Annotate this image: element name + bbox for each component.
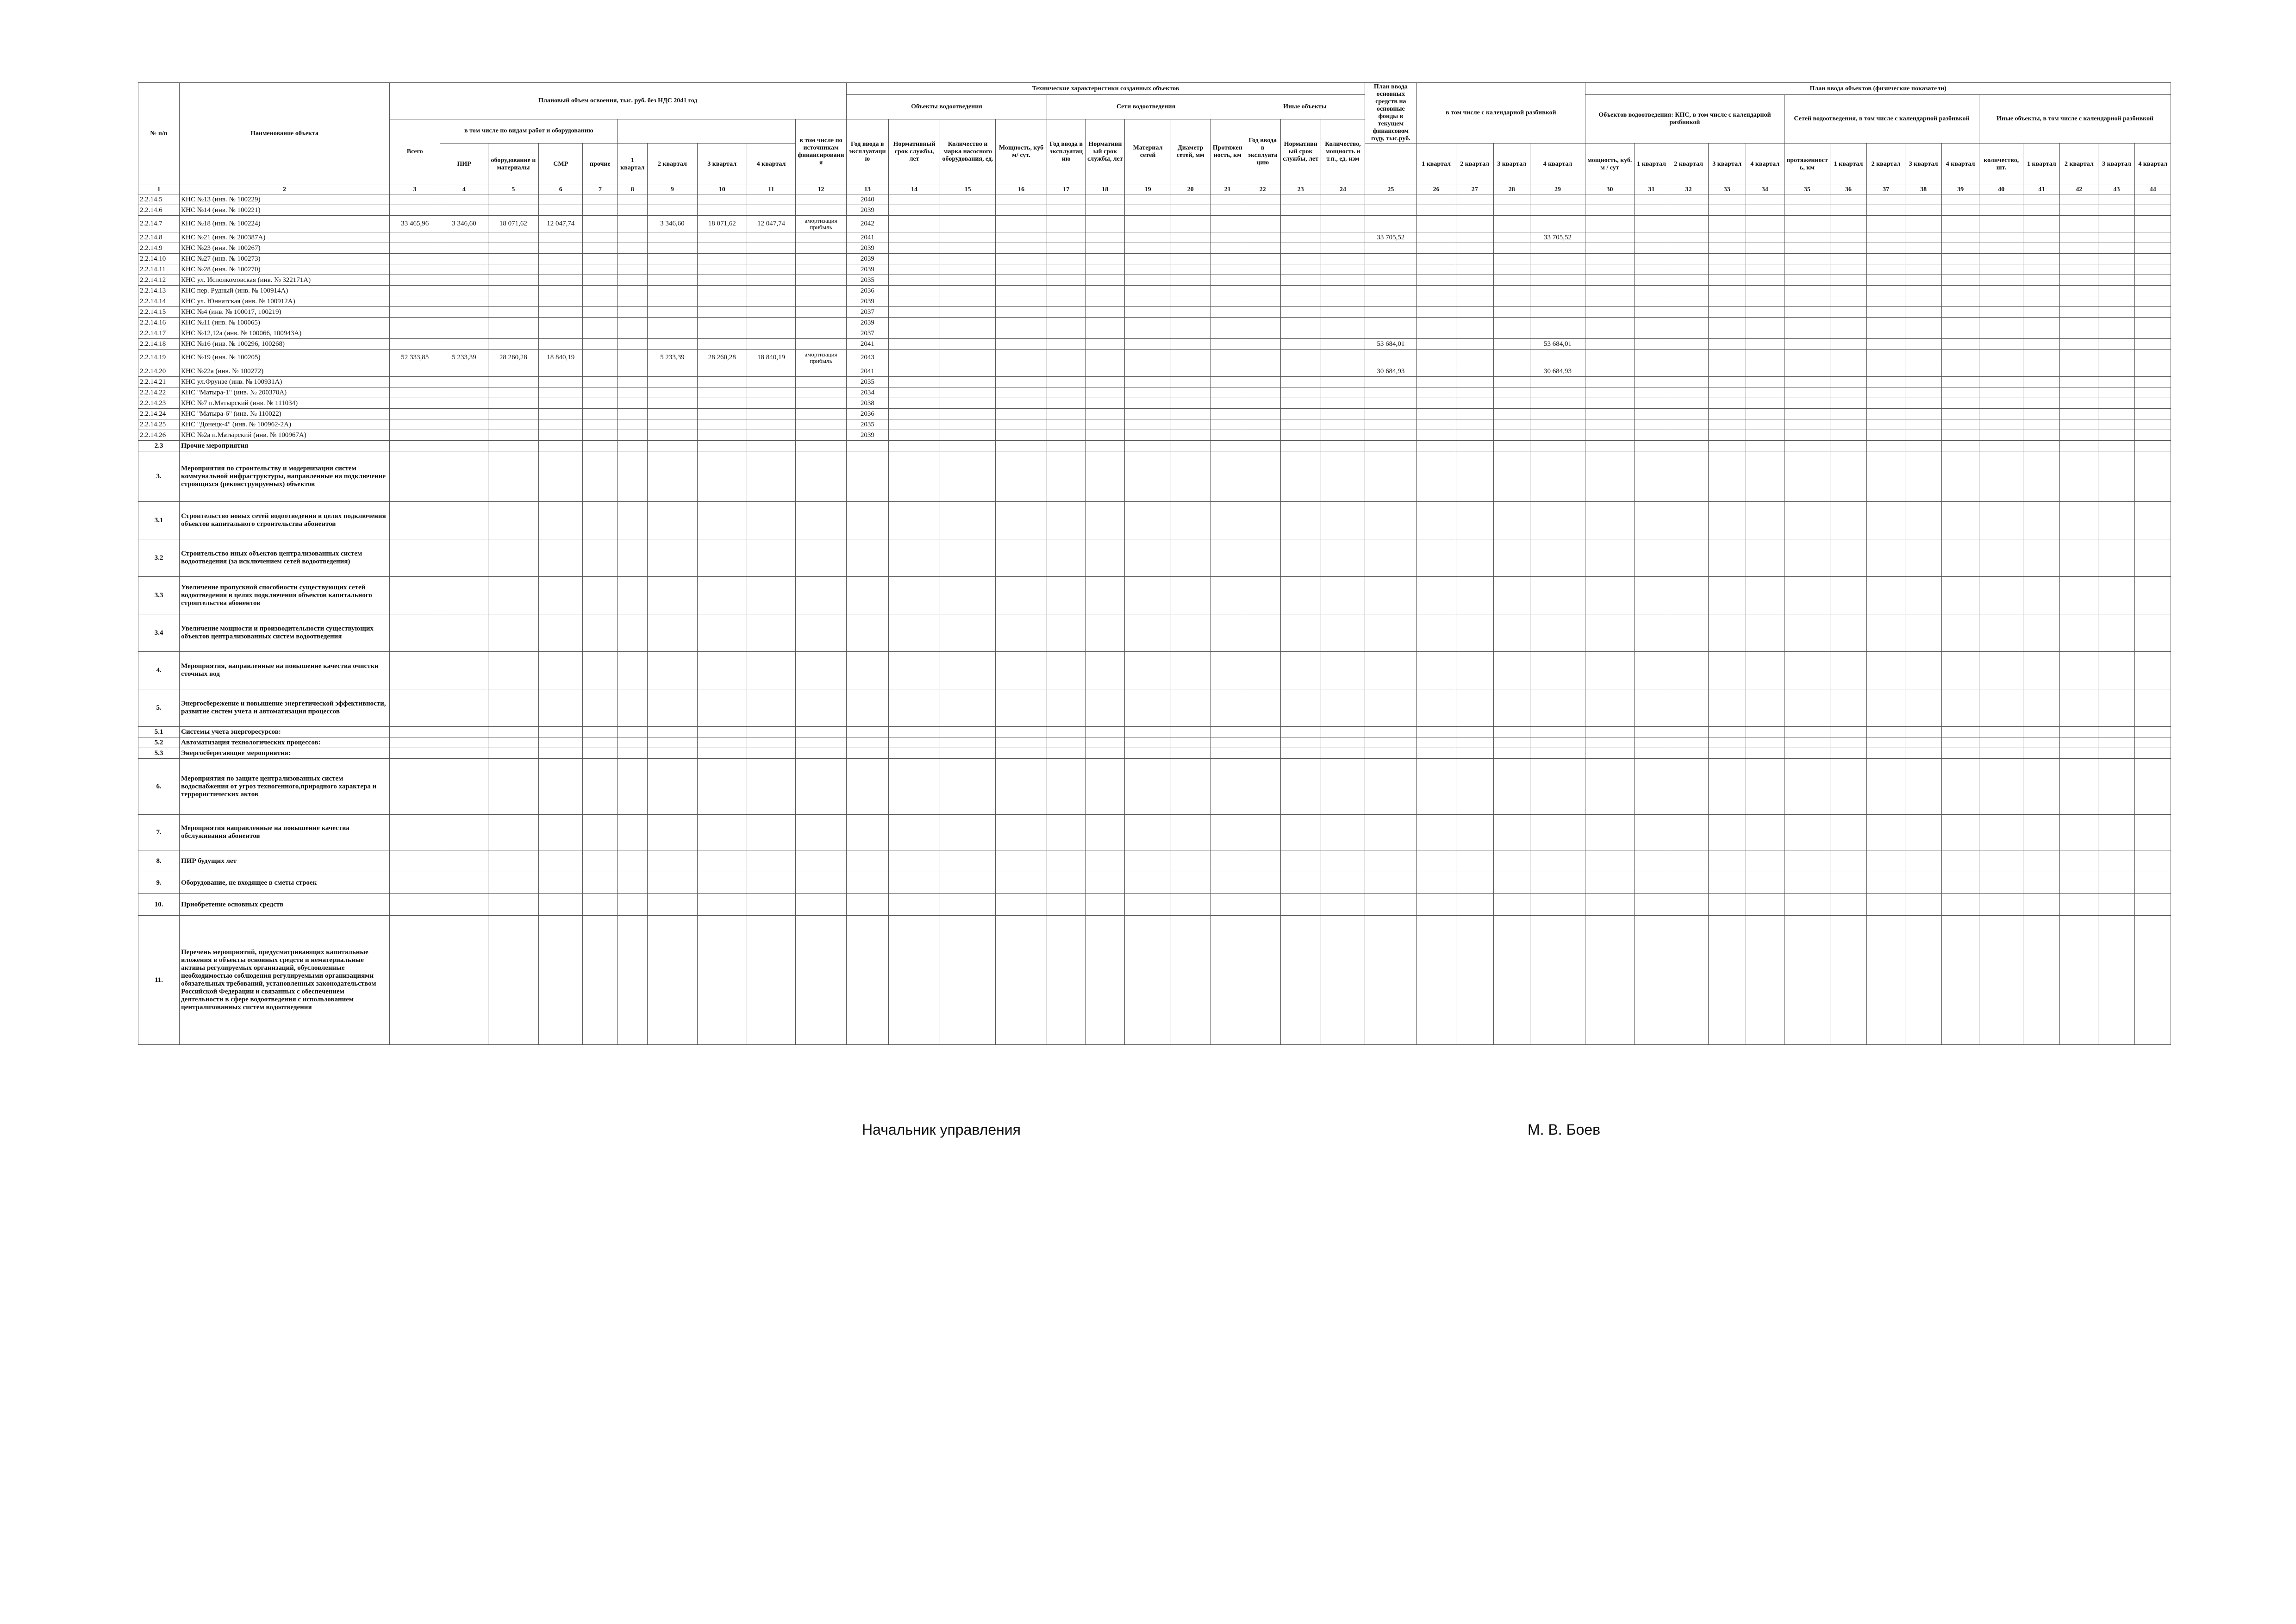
section-row <box>138 652 2171 689</box>
hdr-pc-q1: 1 квартал <box>2023 144 2060 185</box>
hdr-q3: 3 квартал <box>697 144 747 185</box>
hdr-p-capacity: мощность, куб. м / сут <box>1585 144 1634 185</box>
section-number: 3.1 <box>138 502 180 539</box>
table-row <box>138 205 2171 216</box>
cell-year: 2039 <box>846 254 888 264</box>
column-number: 3 <box>389 185 440 194</box>
hdr-other-objects: Иные объекты <box>1245 95 1365 119</box>
table-row <box>138 430 2171 441</box>
table-row <box>138 409 2171 419</box>
section-title: Увеличение мощности и производительности существующих объектов централизованных систем водоотведения <box>180 614 390 652</box>
cell-name: КНС ул. Юннатская (инв. № 100912А) <box>180 296 390 307</box>
table-row <box>138 275 2171 286</box>
cell-year: 2036 <box>846 286 888 296</box>
section-row <box>138 577 2171 614</box>
table-row <box>138 387 2171 398</box>
section-number: 10. <box>138 894 180 916</box>
section-number: 5.3 <box>138 748 180 759</box>
cell-year: 2035 <box>846 419 888 430</box>
column-number: 2 <box>180 185 390 194</box>
column-number: 19 <box>1125 185 1171 194</box>
cell-num: 2.2.14.22 <box>138 387 180 398</box>
hdr-equipment: оборудование и материалы <box>488 144 538 185</box>
table-row <box>138 264 2171 275</box>
column-number: 22 <box>1245 185 1280 194</box>
cell-plan-q4: 33 705,52 <box>1530 232 1585 243</box>
table-row <box>138 398 2171 409</box>
section-number: 8. <box>138 850 180 872</box>
cell-year: 2037 <box>846 307 888 318</box>
cell-total: 33 465,96 <box>389 216 440 232</box>
table-row <box>138 318 2171 328</box>
section-number: 4. <box>138 652 180 689</box>
hdr-pc-q3: 3 квартал <box>2098 144 2135 185</box>
section-row <box>138 451 2171 502</box>
column-number: 26 <box>1416 185 1456 194</box>
cell-name: КНС №22а (инв. № 100272) <box>180 366 390 377</box>
cell-name: КНС №21 (инв. № 200387А) <box>180 232 390 243</box>
cell-num: 2.2.14.16 <box>138 318 180 328</box>
hdr-financing-source: в том числе по источникам финансирования <box>796 119 847 185</box>
column-number: 9 <box>648 185 697 194</box>
cell-name: КНС №23 (инв. № 100267) <box>180 243 390 254</box>
cell-year: 2035 <box>846 275 888 286</box>
column-number: 36 <box>1830 185 1867 194</box>
column-number: 12 <box>796 185 847 194</box>
hdr-smr: СМР <box>539 144 583 185</box>
column-number-row <box>138 185 2171 194</box>
column-number: 41 <box>2023 185 2060 194</box>
hdr-po-q2: 2 квартал <box>1669 144 1708 185</box>
hdr-plan-funds: План ввода основных средств на основные фонды в текущем финансовом году, тыс.руб. <box>1365 83 1416 144</box>
section-row <box>138 441 2171 451</box>
hdr-net-length: Протяженность, км <box>1210 119 1245 185</box>
column-number: 38 <box>1905 185 1942 194</box>
cell-year: 2038 <box>846 398 888 409</box>
hdr-networks: Сети водоотведения <box>1047 95 1245 119</box>
cell-year: 2039 <box>846 296 888 307</box>
cell-num: 2.2.14.15 <box>138 307 180 318</box>
section-row <box>138 727 2171 737</box>
hdr-name: Наименование объекта <box>180 83 390 185</box>
table-row <box>138 328 2171 339</box>
cell-name: КНС №28 (инв. № 100270) <box>180 264 390 275</box>
hdr-p-other: Иные объекты, в том числе с календарной разбивкой <box>1979 95 2171 144</box>
hdr-po-q1: 1 квартал <box>1634 144 1669 185</box>
column-number: 39 <box>1942 185 1979 194</box>
cell-smr: 18 840,19 <box>539 350 583 366</box>
column-number: 7 <box>583 185 618 194</box>
cell-num: 2.2.14.11 <box>138 264 180 275</box>
cell-source: амортизация прибыль <box>796 216 847 232</box>
section-title: Увеличение пропускной способности существующих сетей водоотведения в целях подключения объектов капитального строительства абонентов <box>180 577 390 614</box>
section-number: 9. <box>138 872 180 894</box>
hdr-pir: ПИР <box>440 144 488 185</box>
section-title: Строительство иных объектов централизованных систем водоотведения (за исключением сетей водоотведения) <box>180 539 390 577</box>
section-row <box>138 872 2171 894</box>
column-number: 20 <box>1171 185 1210 194</box>
section-number: 3. <box>138 451 180 502</box>
column-number: 21 <box>1210 185 1245 194</box>
cell-num: 2.2.14.18 <box>138 339 180 350</box>
hdr-br-q1: 1 квартал <box>1416 144 1456 185</box>
column-number: 18 <box>1086 185 1125 194</box>
table-row <box>138 243 2171 254</box>
cell-num: 2.2.14.9 <box>138 243 180 254</box>
table-row <box>138 419 2171 430</box>
cell-name: КНС №18 (инв. № 100224) <box>180 216 390 232</box>
cell-smr: 12 047,74 <box>539 216 583 232</box>
cell-plan: 30 684,93 <box>1365 366 1416 377</box>
hdr-oth-life: Нормативный срок службы, лет <box>1280 119 1321 185</box>
cell-name: КНС №14 (инв. № 100221) <box>180 205 390 216</box>
cell-name: КНС №7 п.Матырский (инв. № 111034) <box>180 398 390 409</box>
column-number: 14 <box>888 185 940 194</box>
cell-year: 2043 <box>846 350 888 366</box>
column-number: 37 <box>1867 185 1905 194</box>
section-number: 3.3 <box>138 577 180 614</box>
column-number: 10 <box>697 185 747 194</box>
cell-num: 2.2.14.20 <box>138 366 180 377</box>
cell-name: КНС ул.Фрунзе (инв. № 100931А) <box>180 377 390 387</box>
cell-name: КНС №12,12а (инв. № 100066, 100943А) <box>180 328 390 339</box>
column-number: 5 <box>488 185 538 194</box>
section-row <box>138 748 2171 759</box>
hdr-net-year: Год ввода в эксплуатацию <box>1047 119 1086 185</box>
section-number: 2.3 <box>138 441 180 451</box>
cell-q4: 18 840,19 <box>747 350 795 366</box>
section-title: Системы учета энергоресурсов: <box>180 727 390 737</box>
section-title: Мероприятия, направленные на повышение качества очистки сточных вод <box>180 652 390 689</box>
table-row <box>138 216 2171 232</box>
cell-name: КНС "Донецк-4" (инв. № 100962-2А) <box>180 419 390 430</box>
cell-num: 2.2.14.8 <box>138 232 180 243</box>
cell-year: 2039 <box>846 430 888 441</box>
cell-year: 2041 <box>846 366 888 377</box>
cell-pir: 3 346,60 <box>440 216 488 232</box>
section-title: Строительство новых сетей водоотведения в целях подключения объектов капитального строительства абонентов <box>180 502 390 539</box>
section-title: Автоматизация технологических процессов: <box>180 737 390 748</box>
cell-plan: 53 684,01 <box>1365 339 1416 350</box>
cell-num: 2.2.14.24 <box>138 409 180 419</box>
hdr-q1: 1 квартал <box>618 144 648 185</box>
hdr-total: Всего <box>389 119 440 185</box>
cell-q3: 18 071,62 <box>697 216 747 232</box>
table-row <box>138 194 2171 205</box>
column-number: 8 <box>618 185 648 194</box>
cell-year: 2040 <box>846 194 888 205</box>
column-number: 25 <box>1365 185 1416 194</box>
cell-num: 2.2.14.19 <box>138 350 180 366</box>
cell-q2: 3 346,60 <box>648 216 697 232</box>
table-row <box>138 366 2171 377</box>
cell-name: КНС №2а п.Матырский (инв. № 100967А) <box>180 430 390 441</box>
column-number: 42 <box>2060 185 2098 194</box>
hdr-po-q4: 4 квартал <box>1746 144 1784 185</box>
hdr-service-life: Нормативный срок службы, лет <box>888 119 940 185</box>
column-number: 4 <box>440 185 488 194</box>
section-number: 3.4 <box>138 614 180 652</box>
section-title: Мероприятия направленные на повышение качества обслуживания абонентов <box>180 815 390 850</box>
cell-name: КНС "Матыра-6" (инв. № 110022) <box>180 409 390 419</box>
cell-num: 2.2.14.12 <box>138 275 180 286</box>
column-number: 30 <box>1585 185 1634 194</box>
hdr-by-types: в том числе по видам работ и оборудованию <box>440 119 618 144</box>
column-number: 34 <box>1746 185 1784 194</box>
table-row <box>138 232 2171 243</box>
table-row <box>138 286 2171 296</box>
cell-num: 2.2.14.7 <box>138 216 180 232</box>
hdr-pn-q4: 4 квартал <box>1942 144 1979 185</box>
cell-num: 2.2.14.10 <box>138 254 180 264</box>
table-row <box>138 307 2171 318</box>
column-number: 35 <box>1784 185 1830 194</box>
column-number: 11 <box>747 185 795 194</box>
hdr-br-q2: 2 квартал <box>1456 144 1493 185</box>
cell-source: амортизация прибыль <box>796 350 847 366</box>
cell-num: 2.2.14.23 <box>138 398 180 409</box>
column-number: 43 <box>2098 185 2135 194</box>
cell-name: КНС №16 (инв. № 100296, 100268) <box>180 339 390 350</box>
section-row <box>138 916 2171 1045</box>
cell-q2: 5 233,39 <box>648 350 697 366</box>
column-number: 15 <box>940 185 996 194</box>
hdr-oth-year: Год ввода в эксплуатацию <box>1245 119 1280 185</box>
column-number: 13 <box>846 185 888 194</box>
section-row <box>138 815 2171 850</box>
cell-num: 2.2.14.21 <box>138 377 180 387</box>
investment-program-table <box>138 82 2171 1045</box>
cell-plan: 33 705,52 <box>1365 232 1416 243</box>
hdr-tech-char: Технические характеристики созданных объектов <box>846 83 1365 95</box>
table-row <box>138 296 2171 307</box>
cell-year: 2034 <box>846 387 888 398</box>
cell-year: 2039 <box>846 318 888 328</box>
hdr-pc-q4: 4 квартал <box>2135 144 2171 185</box>
column-number: 44 <box>2135 185 2171 194</box>
section-row <box>138 502 2171 539</box>
section-number: 3.2 <box>138 539 180 577</box>
cell-name: КНС ул. Исполкомовская (инв. № 322171А) <box>180 275 390 286</box>
cell-year: 2041 <box>846 232 888 243</box>
cell-num: 2.2.14.25 <box>138 419 180 430</box>
hdr-po-q3: 3 квартал <box>1708 144 1746 185</box>
section-number: 6. <box>138 759 180 815</box>
column-number: 27 <box>1456 185 1493 194</box>
cell-plan-q4: 30 684,93 <box>1530 366 1585 377</box>
cell-total: 52 333,85 <box>389 350 440 366</box>
cell-name: КНС №4 (инв. № 100017, 100219) <box>180 307 390 318</box>
hdr-br-q3: 3 квартал <box>1493 144 1530 185</box>
column-number: 40 <box>1979 185 2023 194</box>
cell-equip: 28 260,28 <box>488 350 538 366</box>
section-number: 5.2 <box>138 737 180 748</box>
cell-q4: 12 047,74 <box>747 216 795 232</box>
section-title: Мероприятия по защите централизованных систем водоснабжения от угроз техногенного,природного характера и террористических актов <box>180 759 390 815</box>
column-number: 23 <box>1280 185 1321 194</box>
section-title: Оборудование, не входящее в сметы строек <box>180 872 390 894</box>
column-number: 17 <box>1047 185 1086 194</box>
column-number: 29 <box>1530 185 1585 194</box>
section-title: Приобретение основных средств <box>180 894 390 916</box>
hdr-pump-count: Количество и марка насосного оборудования, ед. <box>940 119 996 185</box>
cell-num: 2.2.14.6 <box>138 205 180 216</box>
section-number: 11. <box>138 916 180 1045</box>
cell-q3: 28 260,28 <box>697 350 747 366</box>
hdr-pn-q2: 2 квартал <box>1867 144 1905 185</box>
cell-name: КНС пер. Рудный (инв. № 100914А) <box>180 286 390 296</box>
table-row <box>138 377 2171 387</box>
cell-name: КНС №11 (инв. № 100065) <box>180 318 390 328</box>
column-number: 1 <box>138 185 180 194</box>
hdr-objects-drain: Объекты водоотведения <box>846 95 1047 119</box>
cell-equip: 18 071,62 <box>488 216 538 232</box>
hdr-p-length: протяженность, км <box>1784 144 1830 185</box>
cell-name: КНС №13 (инв. № 100229) <box>180 194 390 205</box>
hdr-other: прочие <box>583 144 618 185</box>
table-row <box>138 339 2171 350</box>
signature-position: Начальник управления <box>862 1121 1021 1138</box>
hdr-br-q4: 4 квартал <box>1530 144 1585 185</box>
section-title: Энергосберегающие мероприятия: <box>180 748 390 759</box>
section-row <box>138 539 2171 577</box>
section-title: Энергосбережение и повышение энергетической эффективности, развитие систем учета и автоматизация процессов <box>180 689 390 727</box>
hdr-net-life: Нормативный срок службы, лет <box>1086 119 1125 185</box>
column-number: 32 <box>1669 185 1708 194</box>
column-number: 16 <box>995 185 1047 194</box>
hdr-net-material: Материал сетей <box>1125 119 1171 185</box>
cell-year: 2036 <box>846 409 888 419</box>
section-number: 5.1 <box>138 727 180 737</box>
cell-name: КНС №27 (инв. № 100273) <box>180 254 390 264</box>
cell-pir: 5 233,39 <box>440 350 488 366</box>
cell-year: 2042 <box>846 216 888 232</box>
hdr-pn-q3: 3 квартал <box>1905 144 1942 185</box>
hdr-pn-q1: 1 квартал <box>1830 144 1867 185</box>
table-row <box>138 254 2171 264</box>
cell-num: 2.2.14.26 <box>138 430 180 441</box>
section-row <box>138 759 2171 815</box>
cell-num: 2.2.14.13 <box>138 286 180 296</box>
cell-num: 2.2.14.14 <box>138 296 180 307</box>
hdr-net-diameter: Диаметр сетей, мм <box>1171 119 1210 185</box>
cell-year: 2035 <box>846 377 888 387</box>
section-title: ПИР будущих лет <box>180 850 390 872</box>
signature-name: М. В. Боев <box>1528 1121 1601 1138</box>
cell-year: 2039 <box>846 264 888 275</box>
hdr-year-commission: Год ввода в эксплуатацию <box>846 119 888 185</box>
column-number: 6 <box>539 185 583 194</box>
section-number: 5. <box>138 689 180 727</box>
hdr-capacity: Мощность, куб м/ сут. <box>995 119 1047 185</box>
column-number: 31 <box>1634 185 1669 194</box>
hdr-plan-input: План ввода объектов (физические показатели) <box>1585 83 2171 95</box>
section-title: Прочие мероприятия <box>180 441 390 451</box>
section-row <box>138 894 2171 916</box>
hdr-p-count: количество, шт. <box>1979 144 2023 185</box>
section-row <box>138 614 2171 652</box>
section-title: Перечень мероприятий, предусматривающих капитальные вложения в объекты основных средств и нематериальные активы регулируемых организаций, обусловленные необходимостью соблюдения регулируемыми организациями обязательных требований, установленных законодательством Российской Федерации и связанных с обеспечением деятельности в сфере водоотведения с использованием централизованных систем водоотведения <box>180 916 390 1045</box>
section-row <box>138 737 2171 748</box>
table-row <box>138 350 2171 366</box>
hdr-q2: 2 квартал <box>648 144 697 185</box>
hdr-quarterly-breakdown: в том числе с календарной разбивкой <box>1416 83 1585 144</box>
column-number: 24 <box>1321 185 1365 194</box>
cell-name: КНС "Матыра-1" (инв. № 200370А) <box>180 387 390 398</box>
hdr-p-networks: Сетей водоотведения, в том числе с календарной разбивкой <box>1784 95 1979 144</box>
cell-year: 2039 <box>846 205 888 216</box>
column-number: 28 <box>1493 185 1530 194</box>
section-row <box>138 850 2171 872</box>
cell-plan-q4: 53 684,01 <box>1530 339 1585 350</box>
cell-year: 2041 <box>846 339 888 350</box>
section-number: 7. <box>138 815 180 850</box>
cell-year: 2037 <box>846 328 888 339</box>
hdr-n-pp: № п/п <box>138 83 180 185</box>
section-title: Мероприятия по строительству и модернизации систем коммунальной инфраструктуры, направленные на подключение строящихся (реконструируемых) объектов <box>180 451 390 502</box>
column-number: 33 <box>1708 185 1746 194</box>
hdr-q4: 4 квартал <box>747 144 795 185</box>
cell-year: 2039 <box>846 243 888 254</box>
section-row <box>138 689 2171 727</box>
hdr-oth-count: Количество, мощность и т.п., ед. изм <box>1321 119 1365 185</box>
cell-name: КНС №19 (инв. № 100205) <box>180 350 390 366</box>
cell-num: 2.2.14.17 <box>138 328 180 339</box>
hdr-p-objects: Объектов водоотведения: КПС, в том числе с календарной разбивкой <box>1585 95 1784 144</box>
hdr-plan-volume: Плановый объем освоения, тыс. руб. без НДС 2041 год <box>389 83 846 119</box>
cell-num: 2.2.14.5 <box>138 194 180 205</box>
hdr-pc-q2: 2 квартал <box>2060 144 2098 185</box>
